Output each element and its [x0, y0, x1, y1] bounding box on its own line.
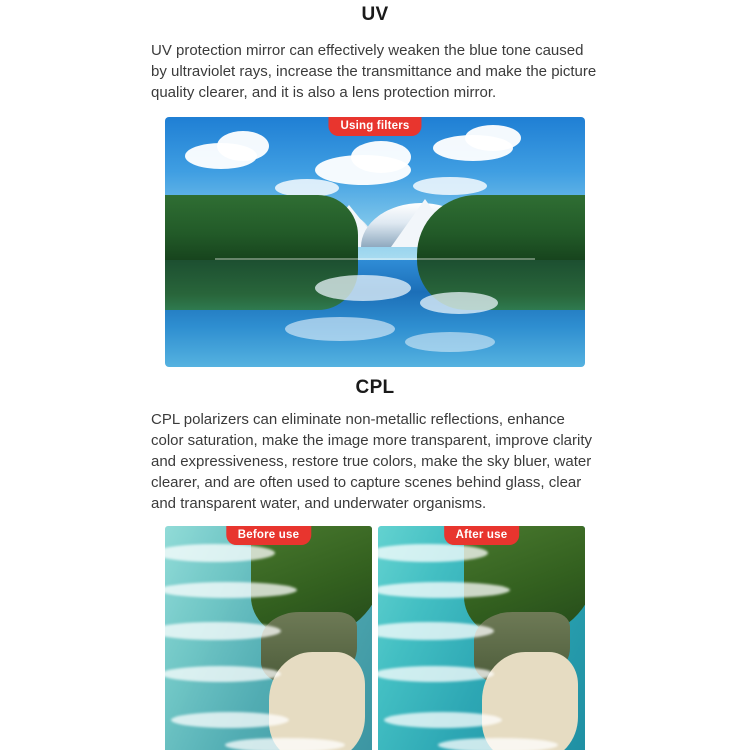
beach [482, 652, 578, 750]
cloud-reflection [285, 317, 395, 341]
cpl-comparison-images [165, 526, 585, 750]
uv-section-body: UV protection mirror can effectively weaken the blue tone caused by ultraviolet rays, increase the transmittance and make the picture quality clearer, and it is also a lens protection mirror. [151, 42, 597, 101]
cloud-reflection [405, 332, 495, 352]
foam [165, 582, 297, 598]
foam [438, 738, 558, 750]
cloud-reflection [420, 292, 498, 314]
before-use-image [165, 526, 372, 750]
after-use-image [378, 526, 585, 750]
foam [384, 712, 502, 728]
before-use-badge: Before use [226, 526, 311, 545]
cloud-icon [351, 141, 411, 173]
cloud-icon [413, 177, 487, 195]
forest-left [165, 195, 358, 260]
aerial-scene-after [378, 526, 585, 750]
foam [171, 712, 289, 728]
foam [378, 582, 510, 598]
aerial-scene-before [165, 526, 372, 750]
product-description-page [0, 4, 750, 750]
beach [269, 652, 365, 750]
foam [225, 738, 345, 750]
uv-section-title: UV [361, 4, 389, 25]
foam [378, 666, 494, 682]
cpl-section-title: CPL [355, 377, 395, 398]
uv-sample-image [165, 117, 585, 367]
foam [165, 666, 281, 682]
cpl-section-body: CPL polarizers can eliminate non-metallic reflections, enhance color saturation, make the image more transparent, improve clarity and expressiveness, restore true colors, make the sky bluer, water clearer, and are often used to capture scenes behind glass, clear and transparent water, and underwater organisms. [151, 411, 593, 512]
cloud-reflection [315, 275, 411, 301]
after-use-badge: After use [444, 526, 520, 545]
lake-scene-illustration [165, 117, 585, 367]
using-filters-badge: Using filters [328, 117, 421, 136]
cloud-icon [217, 131, 269, 161]
cloud-icon [465, 125, 521, 151]
